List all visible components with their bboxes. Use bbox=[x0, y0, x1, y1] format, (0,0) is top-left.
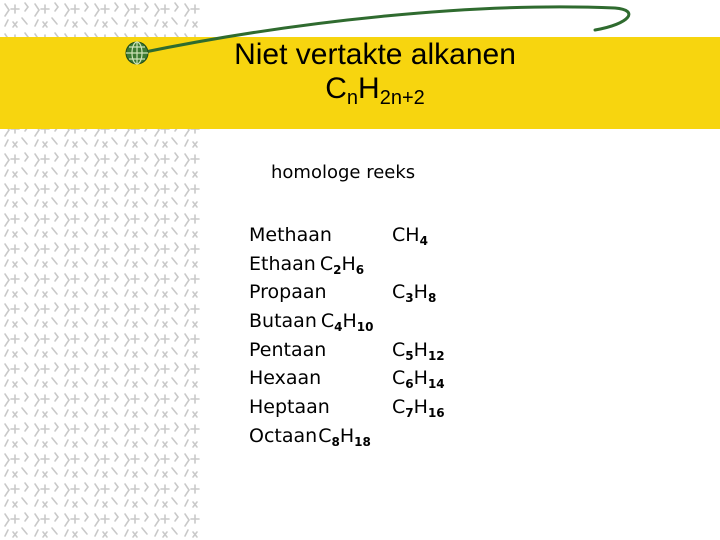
alkane-name: Propaan bbox=[249, 281, 327, 304]
alkane-name: Ethaan $C_2H_6$ bbox=[249, 252, 365, 277]
alkane-formula: $C_5H_{12}$ bbox=[392, 338, 445, 363]
slide-title bbox=[150, 38, 600, 109]
alkane-formula: $C_3H_8$ bbox=[392, 281, 437, 306]
alkane-formula: $C_7H_{16}$ bbox=[392, 396, 445, 421]
alkane-formula: $C_6H_{14}$ bbox=[392, 367, 445, 392]
alkane-name: Heptaan bbox=[249, 396, 330, 419]
alkane-formula: $C_4H_{10}$ bbox=[320, 310, 374, 335]
alkane-name: Methaan bbox=[249, 224, 332, 246]
alkane-formula: $C_2H_6$ bbox=[319, 252, 365, 277]
alkane-name: Butaan $C_4H_{10}$ bbox=[249, 310, 374, 335]
slide-title-line1: Niet vertakte alkanen bbox=[234, 38, 516, 71]
alkane-name: Pentaan bbox=[249, 338, 327, 361]
alkane-name: Hexaan bbox=[249, 367, 322, 390]
alkane-name: $OctaanC_8H_{18}$ bbox=[249, 424, 371, 449]
alkane-formula: $C_8H_{18}$ bbox=[318, 424, 371, 449]
subtitle: homologe reeks bbox=[271, 162, 416, 183]
general-formula: $C_nH_{2n+2}$ bbox=[325, 72, 425, 109]
globe-icon bbox=[124, 40, 150, 66]
alkane-formula: $CH_4$ bbox=[392, 224, 428, 248]
